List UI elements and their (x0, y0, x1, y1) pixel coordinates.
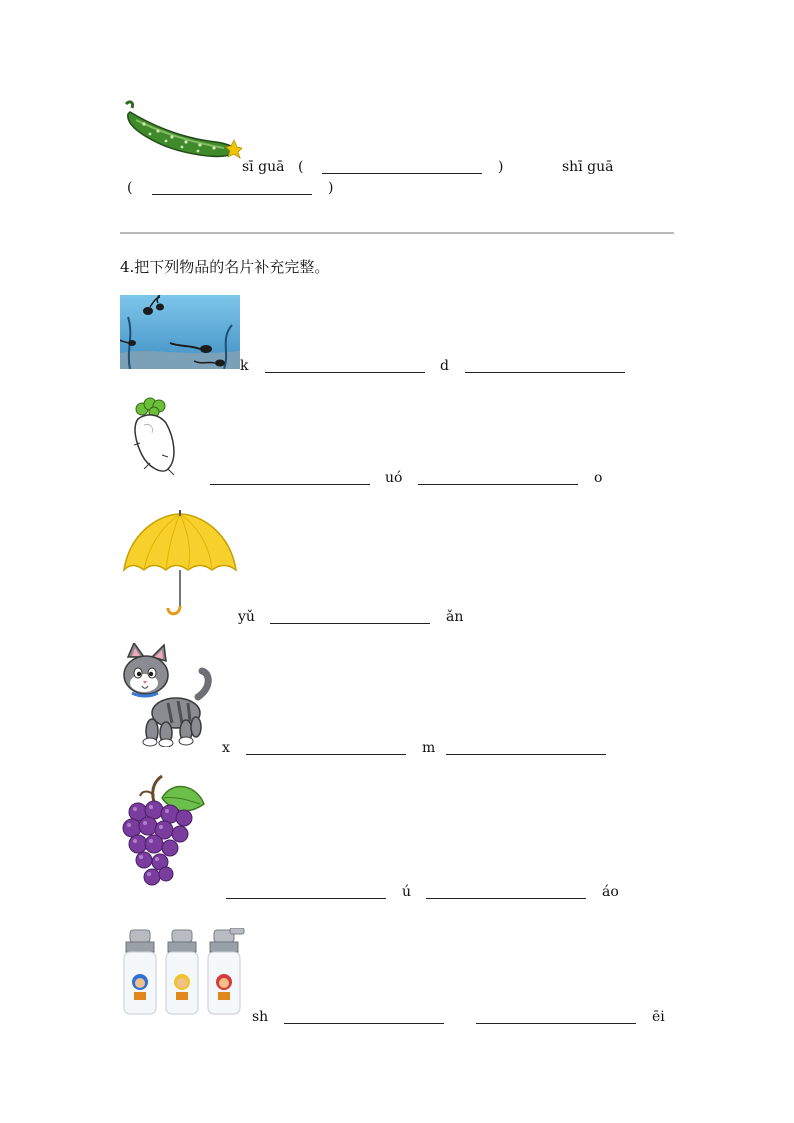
item4-part1: x (222, 740, 230, 756)
answer-blank[interactable] (476, 1023, 636, 1024)
item3-part2: ǎn (446, 609, 464, 625)
item2-part2: o (594, 470, 603, 486)
item2-part1: uó (385, 470, 403, 486)
answer-blank[interactable] (152, 194, 312, 195)
paren-close: ) (498, 159, 504, 175)
radish-image (128, 397, 188, 477)
cucumber-image (120, 98, 242, 164)
umbrella-image (120, 508, 240, 618)
item4-part2: m (422, 740, 436, 756)
question-4-heading: 4.把下列物品的名片补充完整。 (120, 258, 330, 276)
tadpoles-image (120, 295, 240, 369)
answer-blank[interactable] (465, 372, 625, 373)
cucumber-option1-pinyin: sī guā (242, 159, 285, 175)
answer-blank[interactable] (284, 1023, 444, 1024)
answer-blank[interactable] (270, 623, 430, 624)
item6-part1: sh (252, 1009, 269, 1025)
answer-blank[interactable] (246, 754, 406, 755)
water-bottles-image (120, 928, 250, 1018)
item1-part1: k (240, 358, 249, 374)
paren-open: ( (127, 180, 133, 196)
item5-part2: áo (602, 884, 619, 900)
item1-part2: d (440, 358, 449, 374)
grapes-image (120, 774, 206, 896)
answer-blank[interactable] (265, 372, 425, 373)
item3-part1: yǔ (238, 609, 255, 625)
answer-blank[interactable] (210, 484, 370, 485)
answer-blank[interactable] (426, 898, 586, 899)
answer-blank[interactable] (226, 898, 386, 899)
paren-open: ( (298, 159, 304, 175)
kitten-image (120, 643, 216, 747)
paren-close: ) (328, 180, 334, 196)
item5-part1: ú (402, 884, 412, 900)
item6-part2: ēi (652, 1009, 665, 1025)
answer-blank[interactable] (418, 484, 578, 485)
answer-blank[interactable] (322, 173, 482, 174)
cucumber-option2-pinyin: shī guā (562, 159, 614, 175)
section-divider (120, 232, 674, 234)
answer-blank[interactable] (446, 754, 606, 755)
